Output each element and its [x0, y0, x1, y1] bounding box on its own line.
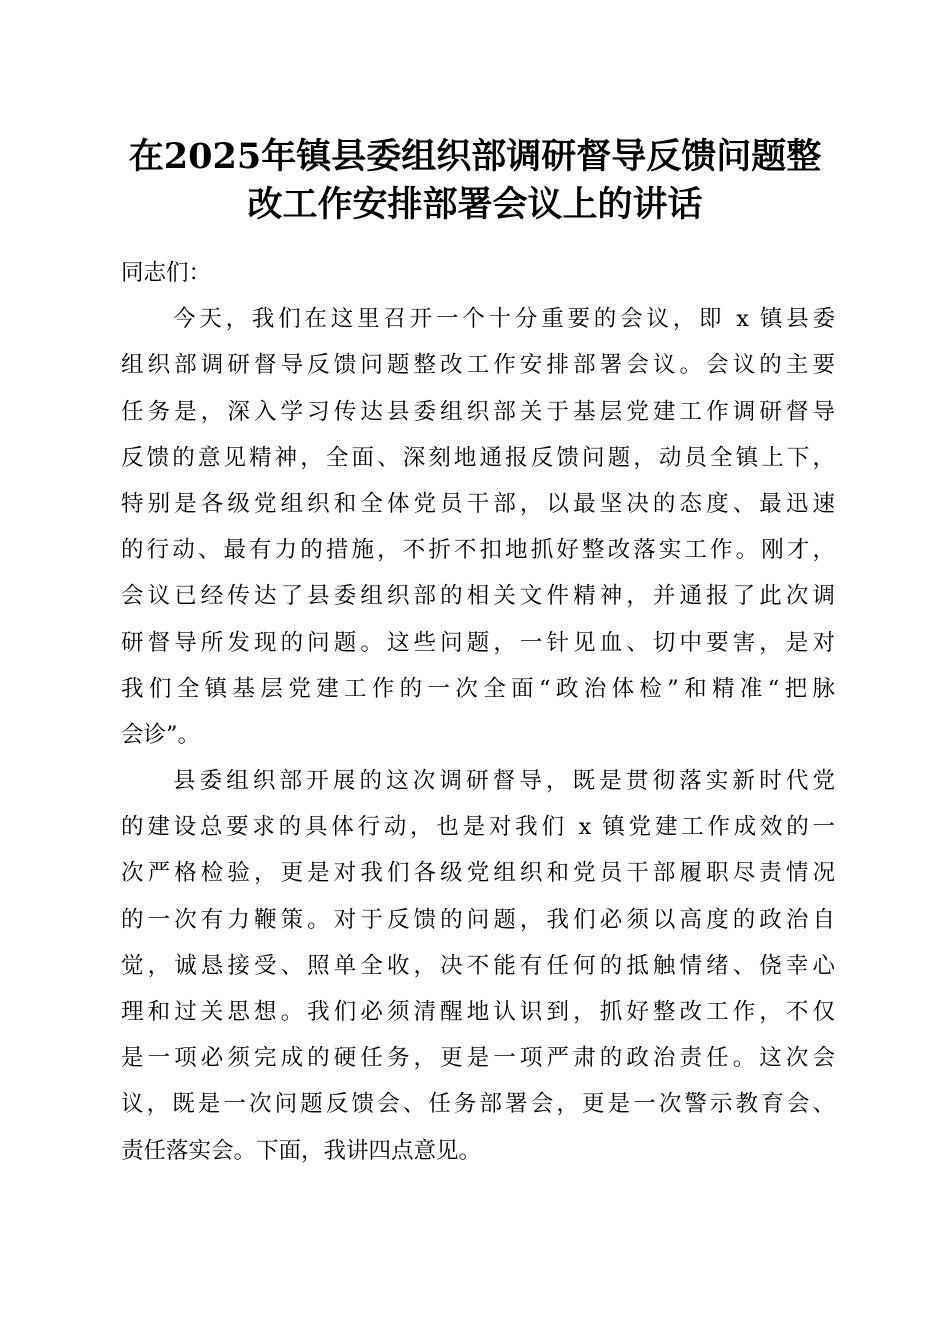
paragraph-line: 的行动、最有力的措施，不折不扣地抓好整改落实工作。刚才，: [121, 537, 835, 564]
salutation: 同志们：: [121, 260, 212, 286]
paragraph-line: 的一次有力鞭策。对于反馈的问题，我们必须以高度的政治自: [121, 906, 835, 933]
title-line-2: 改工作安排部署会议上的讲话: [247, 184, 703, 225]
paragraph-line: 任务是，深入学习传达县委组织部关于基层党建工作调研督导: [121, 398, 835, 425]
paragraph-line: 今天，我们在这里召开一个十分重要的会议，即 x 镇县委: [173, 306, 835, 333]
paragraph-line: 我们全镇基层党建工作的一次全面“政治体检”和精准“把脉: [121, 675, 835, 702]
paragraph-line: 组织部调研督导反馈问题整改工作安排部署会议。会议的主要: [121, 352, 835, 379]
paragraph-2: [121, 758, 835, 1174]
paragraph-line: 是一项必须完成的硬任务，更是一项严肃的政治责任。这次会: [121, 1045, 835, 1072]
paragraph-line: 研督导所发现的问题。这些问题，一针见血、切中要害，是对: [121, 629, 835, 656]
paragraph-line: 会诊”。: [121, 721, 201, 748]
paragraph-line: 觉，诚恳接受、照单全收，决不能有任何的抵触情绪、侥幸心: [121, 952, 835, 979]
paragraph-line: 特别是各级党组织和全体党员干部，以最坚决的态度、最迅速: [121, 490, 835, 517]
document-body: [121, 250, 835, 1174]
paragraph-line: 会议已经传达了县委组织部的相关文件精神，并通报了此次调: [121, 583, 835, 610]
paragraph-line: 责任落实会。下面，我讲四点意见。: [121, 1137, 482, 1164]
paragraph-line: 理和过关思想。我们必须清醒地认识到，抓好整改工作，不仅: [121, 999, 835, 1025]
title-line-1: 在2025年镇县委组织部调研督导反馈问题整: [128, 136, 822, 177]
paragraph-1: [121, 296, 835, 758]
document-title: [110, 133, 840, 229]
paragraph-line: 的建设总要求的具体行动，也是对我们 x 镇党建工作成效的一: [121, 814, 835, 841]
paragraph-line: 议，既是一次问题反馈会、任务部署会，更是一次警示教育会、: [121, 1091, 835, 1118]
paragraph-line: 次严格检验，更是对我们各级党组织和党员干部履职尽责情况: [121, 860, 835, 887]
paragraph-line: 反馈的意见精神，全面、深刻地通报反馈问题，动员全镇上下，: [121, 444, 835, 471]
paragraph-line: 县委组织部开展的这次调研督导，既是贯彻落实新时代党: [173, 768, 835, 795]
